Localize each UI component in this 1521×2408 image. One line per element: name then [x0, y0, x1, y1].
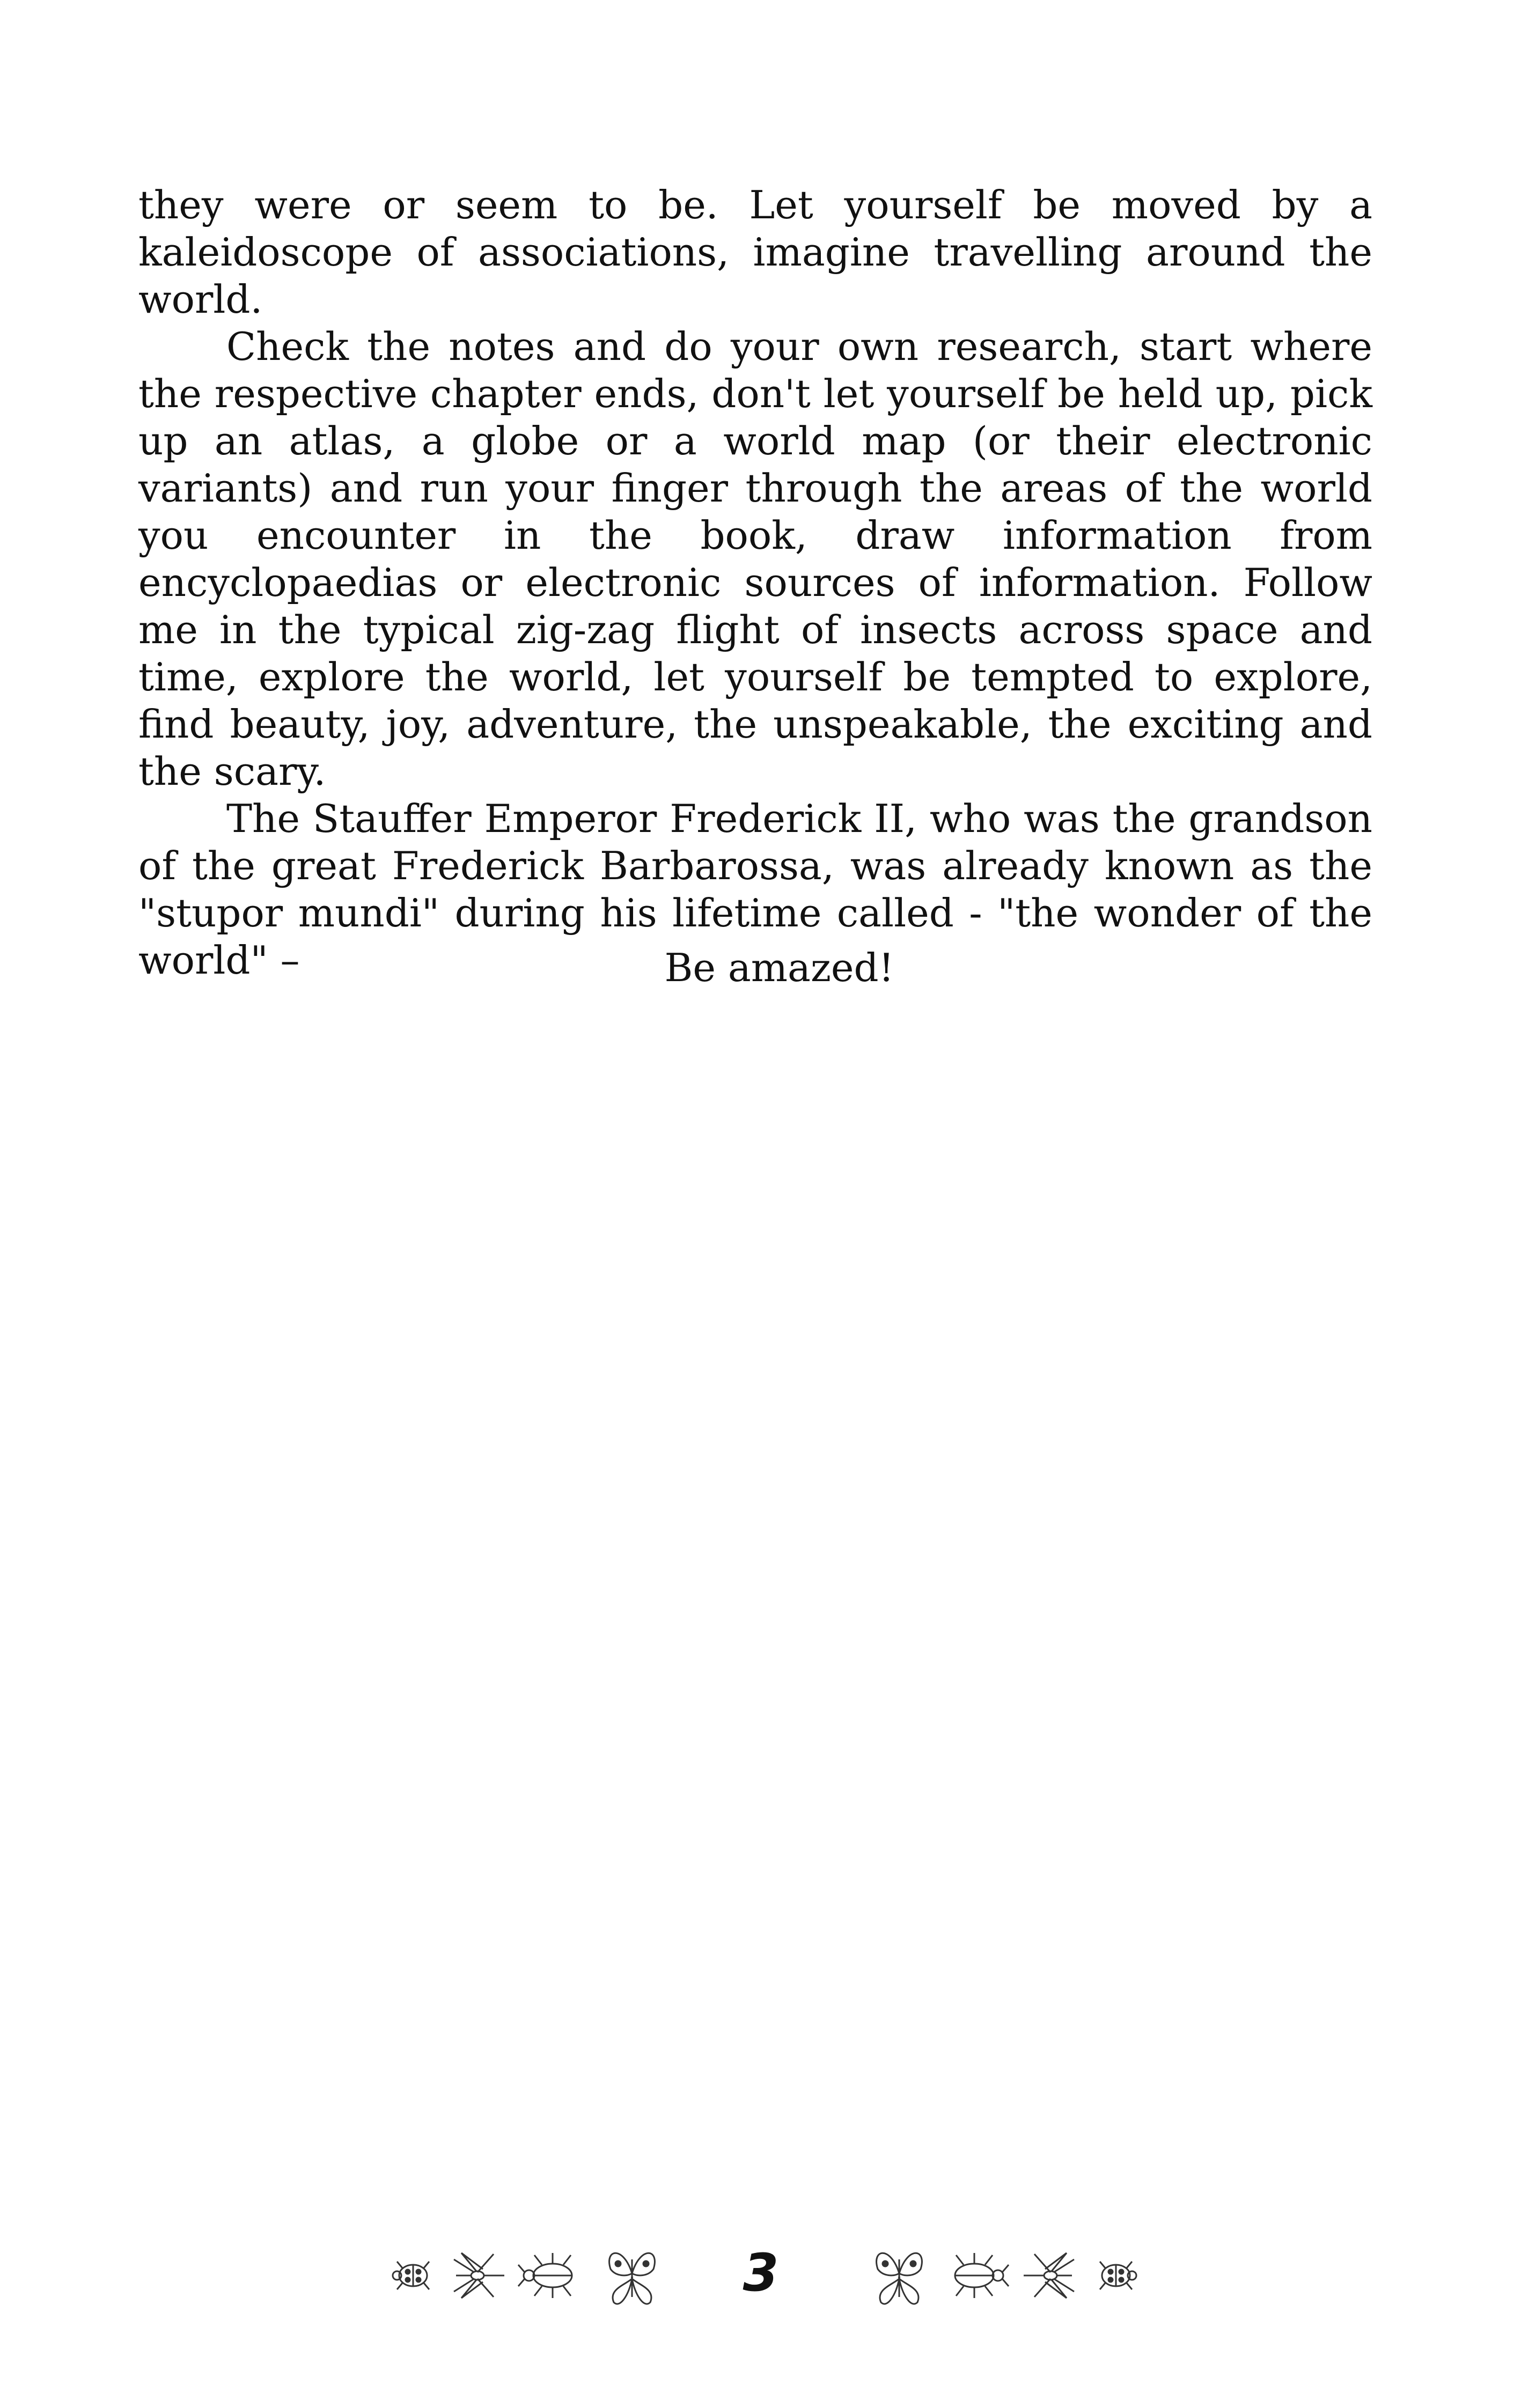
butterfly-icon	[609, 2253, 655, 2304]
closing-line: Be amazed!	[664, 945, 894, 990]
butterfly-icon	[877, 2253, 922, 2304]
page-number: 3	[743, 2243, 779, 2303]
mosquito-icon	[1024, 2253, 1074, 2298]
paragraph-research: Check the notes and do your own research, start where the respective chapter ends, don't let yourself be held up, pick up an atlas, a globe or a world map (or their electronic variants) and run your finger through the areas of the world you encounter in the book, draw information from encyclopaedias or electronic sources of information. Follow me in the typical zig-zag flight of insects across space and time, explore the world, let yourself be tempted to explore, find beauty, joy, adventure, the unspeakable, the exciting and the scary.	[138, 324, 1372, 794]
ladybird-icon	[1100, 2262, 1136, 2289]
page-footer	[0, 2232, 1521, 2317]
beetle-icon	[518, 2253, 572, 2298]
mosquito-icon	[454, 2253, 504, 2298]
beetle-icon	[955, 2253, 1009, 2298]
ladybird-icon	[393, 2262, 429, 2289]
paragraph-frederick: The Stauffer Emperor Frederick II, who was the grandson of the great Frederick Barbarossa, was already known as the "stupor mundi" during his lifetime called - "the wonder of the world" –	[138, 796, 1372, 983]
paragraph-continued: they were or seem to be. Let yourself be moved by a kaleidoscope of associations, imagine travelling around the world.	[138, 182, 1372, 322]
body-text	[138, 181, 1372, 984]
